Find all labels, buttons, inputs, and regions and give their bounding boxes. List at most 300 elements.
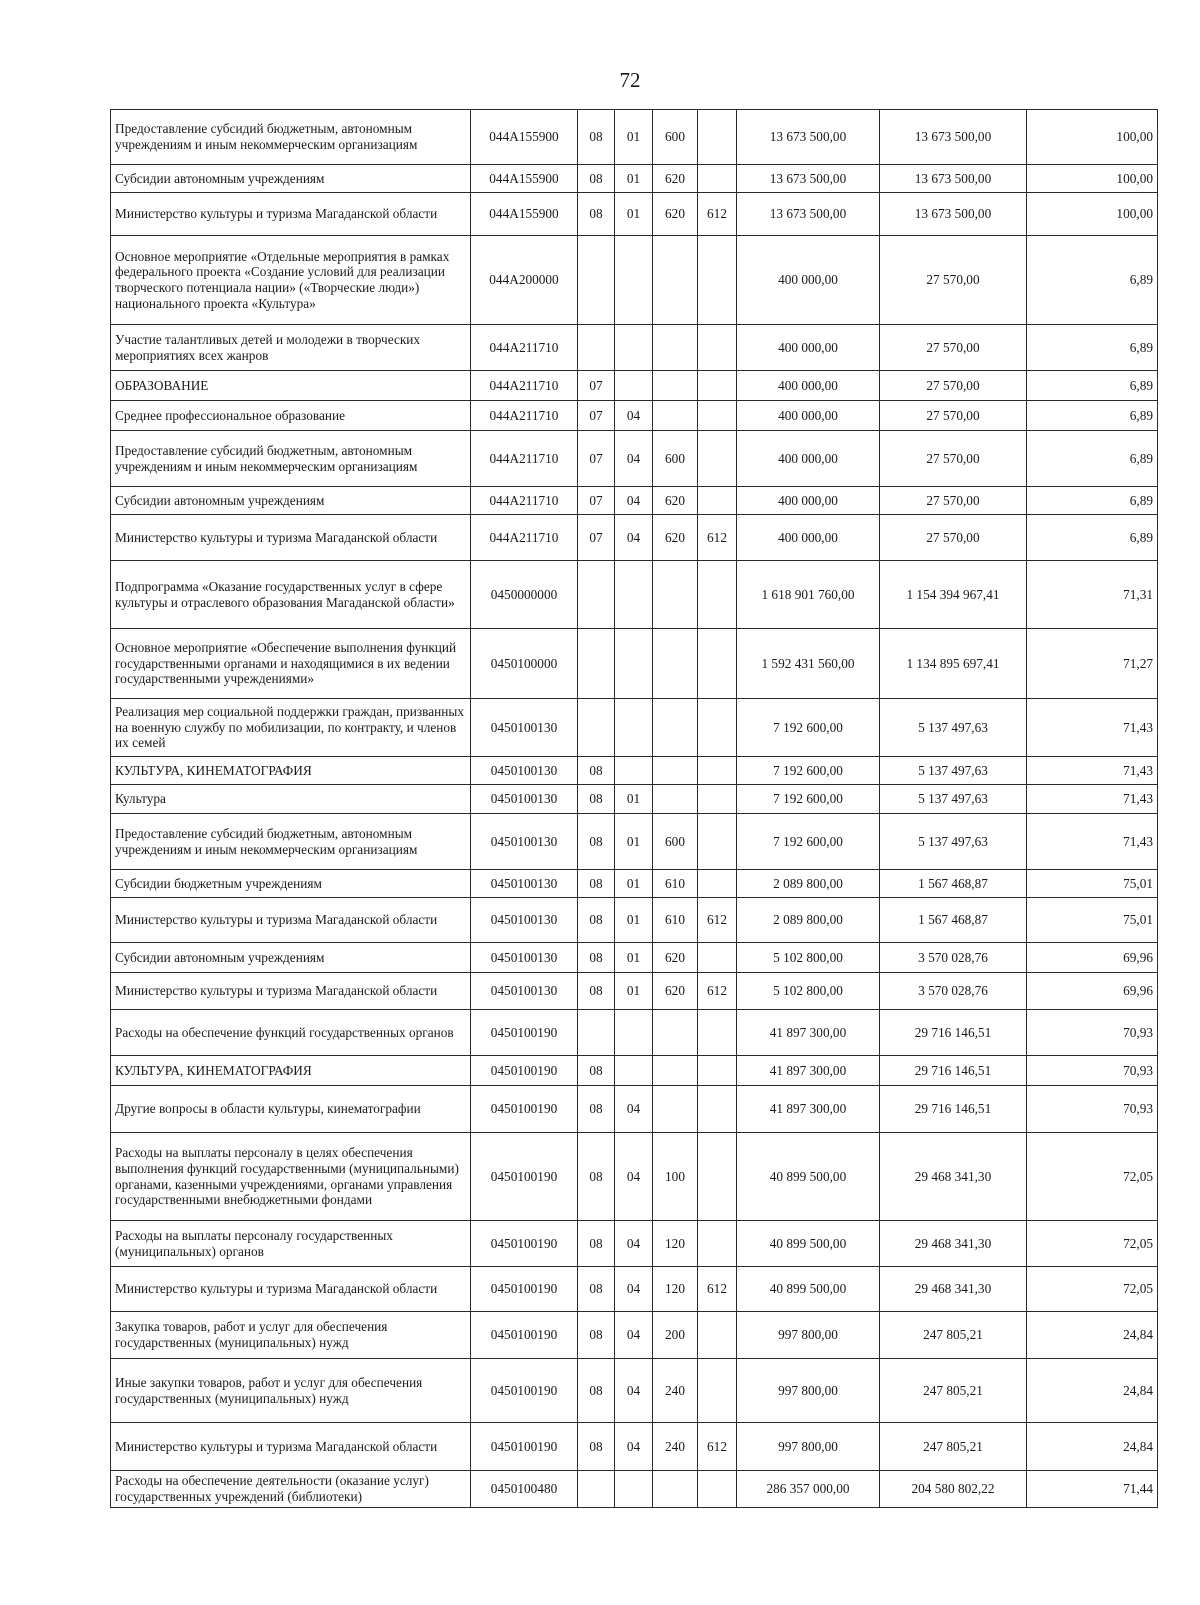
row-name: Культура: [111, 785, 471, 814]
execution-percent: 72,05: [1027, 1133, 1158, 1221]
executed-amount: 3 570 028,76: [880, 973, 1027, 1010]
execution-percent: 71,44: [1027, 1471, 1158, 1508]
grbs-code: [698, 757, 737, 785]
executed-amount: 27 570,00: [880, 371, 1027, 401]
expense-type-code: [653, 325, 698, 371]
expense-type-code: 620: [653, 943, 698, 973]
target-code: 0450100190: [471, 1056, 578, 1086]
row-name: Субсидии автономным учреждениям: [111, 487, 471, 515]
subsection-code: 01: [615, 973, 653, 1010]
planned-amount: 13 673 500,00: [737, 193, 880, 236]
subsection-code: [615, 699, 653, 757]
executed-amount: 247 805,21: [880, 1359, 1027, 1423]
table-row: [111, 870, 1158, 898]
row-name: Расходы на обеспечение функций государственных органов: [111, 1010, 471, 1056]
row-name: Основное мероприятие «Обеспечение выполнения функций государственными органами и находящимися в их ведении государственными учреждениями»: [111, 629, 471, 699]
execution-percent: 6,89: [1027, 515, 1158, 561]
expense-type-code: 120: [653, 1267, 698, 1312]
row-name: Реализация мер социальной поддержки граждан, призванных на военную службу по мобилизации, по контракту, и членов их семей: [111, 699, 471, 757]
expense-type-code: [653, 785, 698, 814]
grbs-code: [698, 1312, 737, 1359]
executed-amount: 27 570,00: [880, 236, 1027, 325]
grbs-code: [698, 785, 737, 814]
expense-type-code: 600: [653, 814, 698, 870]
subsection-code: [615, 1010, 653, 1056]
grbs-code: [698, 487, 737, 515]
section-code: [578, 325, 615, 371]
table-row: [111, 165, 1158, 193]
row-name: ОБРАЗОВАНИЕ: [111, 371, 471, 401]
target-code: 044A155900: [471, 110, 578, 165]
row-name: КУЛЬТУРА, КИНЕМАТОГРАФИЯ: [111, 1056, 471, 1086]
subsection-code: 04: [615, 1267, 653, 1312]
row-name: Субсидии автономным учреждениям: [111, 943, 471, 973]
executed-amount: 13 673 500,00: [880, 193, 1027, 236]
expense-type-code: 600: [653, 431, 698, 487]
table-row: [111, 699, 1158, 757]
section-code: 07: [578, 401, 615, 431]
execution-percent: 6,89: [1027, 371, 1158, 401]
expense-type-code: [653, 1471, 698, 1508]
subsection-code: [615, 1056, 653, 1086]
section-code: [578, 629, 615, 699]
section-code: [578, 236, 615, 325]
expense-type-code: 600: [653, 110, 698, 165]
execution-percent: 24,84: [1027, 1423, 1158, 1471]
table-row: [111, 325, 1158, 371]
executed-amount: 247 805,21: [880, 1312, 1027, 1359]
execution-percent: 24,84: [1027, 1312, 1158, 1359]
planned-amount: 40 899 500,00: [737, 1267, 880, 1312]
subsection-code: 04: [615, 1086, 653, 1133]
execution-percent: 70,93: [1027, 1010, 1158, 1056]
executed-amount: 204 580 802,22: [880, 1471, 1027, 1508]
planned-amount: 2 089 800,00: [737, 898, 880, 943]
grbs-code: [698, 165, 737, 193]
page-number: 72: [619, 68, 641, 92]
planned-amount: 400 000,00: [737, 371, 880, 401]
subsection-code: [615, 629, 653, 699]
row-name: Предоставление субсидий бюджетным, автономным учреждениям и иным некоммерческим организациям: [111, 110, 471, 165]
target-code: 0450100190: [471, 1359, 578, 1423]
planned-amount: 400 000,00: [737, 515, 880, 561]
target-code: 0450100190: [471, 1267, 578, 1312]
execution-percent: 100,00: [1027, 165, 1158, 193]
expense-type-code: 120: [653, 1221, 698, 1267]
target-code: 0450100130: [471, 785, 578, 814]
target-code: 0450100190: [471, 1423, 578, 1471]
planned-amount: 997 800,00: [737, 1312, 880, 1359]
table-row: [111, 1010, 1158, 1056]
table-row: [111, 1471, 1158, 1508]
subsection-code: [615, 757, 653, 785]
planned-amount: 400 000,00: [737, 236, 880, 325]
subsection-code: 01: [615, 814, 653, 870]
planned-amount: 41 897 300,00: [737, 1056, 880, 1086]
planned-amount: 7 192 600,00: [737, 699, 880, 757]
table-row: [111, 1267, 1158, 1312]
target-code: 044A211710: [471, 401, 578, 431]
target-code: 044A211710: [471, 325, 578, 371]
execution-percent: 75,01: [1027, 870, 1158, 898]
row-name: Расходы на обеспечение деятельности (оказание услуг) государственных учреждений (библиотеки): [111, 1471, 471, 1508]
grbs-code: 612: [698, 193, 737, 236]
executed-amount: 27 570,00: [880, 515, 1027, 561]
execution-percent: 6,89: [1027, 431, 1158, 487]
target-code: 0450100130: [471, 870, 578, 898]
table-row: [111, 487, 1158, 515]
grbs-code: [698, 431, 737, 487]
section-code: 08: [578, 1221, 615, 1267]
execution-percent: 72,05: [1027, 1267, 1158, 1312]
executed-amount: 1 567 468,87: [880, 870, 1027, 898]
subsection-code: 01: [615, 110, 653, 165]
expense-type-code: [653, 371, 698, 401]
executed-amount: 29 716 146,51: [880, 1010, 1027, 1056]
section-code: 08: [578, 1086, 615, 1133]
target-code: 044A211710: [471, 371, 578, 401]
planned-amount: 400 000,00: [737, 401, 880, 431]
expense-type-code: 100: [653, 1133, 698, 1221]
table-row: [111, 1133, 1158, 1221]
expense-type-code: [653, 401, 698, 431]
executed-amount: 247 805,21: [880, 1423, 1027, 1471]
row-name: Субсидии автономным учреждениям: [111, 165, 471, 193]
execution-percent: 71,43: [1027, 814, 1158, 870]
section-code: 08: [578, 870, 615, 898]
subsection-code: 01: [615, 898, 653, 943]
section-code: 08: [578, 973, 615, 1010]
table-body: [111, 110, 1158, 1508]
subsection-code: 04: [615, 1133, 653, 1221]
execution-percent: 72,05: [1027, 1221, 1158, 1267]
section-code: 08: [578, 1133, 615, 1221]
planned-amount: 7 192 600,00: [737, 785, 880, 814]
expense-type-code: 240: [653, 1423, 698, 1471]
expense-type-code: 240: [653, 1359, 698, 1423]
executed-amount: 27 570,00: [880, 401, 1027, 431]
executed-amount: 1 134 895 697,41: [880, 629, 1027, 699]
section-code: 08: [578, 1423, 615, 1471]
planned-amount: 1 592 431 560,00: [737, 629, 880, 699]
planned-amount: 286 357 000,00: [737, 1471, 880, 1508]
table-row: [111, 1423, 1158, 1471]
execution-percent: 75,01: [1027, 898, 1158, 943]
row-name: Подпрограмма «Оказание государственных услуг в сфере культуры и отраслевого образования Магаданской области»: [111, 561, 471, 629]
table-row: [111, 814, 1158, 870]
row-name: Другие вопросы в области культуры, кинематографии: [111, 1086, 471, 1133]
row-name: Министерство культуры и туризма Магаданской области: [111, 193, 471, 236]
subsection-code: 04: [615, 401, 653, 431]
subsection-code: 01: [615, 165, 653, 193]
section-code: [578, 561, 615, 629]
target-code: 044A211710: [471, 487, 578, 515]
section-code: 08: [578, 898, 615, 943]
grbs-code: [698, 1086, 737, 1133]
target-code: 0450100130: [471, 814, 578, 870]
section-code: 08: [578, 110, 615, 165]
grbs-code: 612: [698, 898, 737, 943]
planned-amount: 40 899 500,00: [737, 1133, 880, 1221]
table-row: [111, 629, 1158, 699]
executed-amount: 1 154 394 967,41: [880, 561, 1027, 629]
expense-type-code: 620: [653, 973, 698, 1010]
execution-percent: 71,27: [1027, 629, 1158, 699]
section-code: 07: [578, 431, 615, 487]
table-row: [111, 236, 1158, 325]
section-code: [578, 1010, 615, 1056]
subsection-code: 04: [615, 1359, 653, 1423]
row-name: Расходы на выплаты персоналу государственных (муниципальных) органов: [111, 1221, 471, 1267]
subsection-code: 01: [615, 193, 653, 236]
executed-amount: 29 468 341,30: [880, 1267, 1027, 1312]
table-row: [111, 943, 1158, 973]
expense-type-code: 200: [653, 1312, 698, 1359]
execution-percent: 6,89: [1027, 401, 1158, 431]
section-code: 08: [578, 1267, 615, 1312]
target-code: 0450000000: [471, 561, 578, 629]
grbs-code: 612: [698, 1423, 737, 1471]
expense-type-code: [653, 1056, 698, 1086]
section-code: 08: [578, 785, 615, 814]
target-code: 044A200000: [471, 236, 578, 325]
target-code: 0450100130: [471, 699, 578, 757]
planned-amount: 41 897 300,00: [737, 1010, 880, 1056]
target-code: 044A155900: [471, 193, 578, 236]
expense-type-code: 620: [653, 515, 698, 561]
planned-amount: 7 192 600,00: [737, 757, 880, 785]
executed-amount: 13 673 500,00: [880, 110, 1027, 165]
subsection-code: [615, 561, 653, 629]
expense-type-code: [653, 561, 698, 629]
expense-type-code: 610: [653, 870, 698, 898]
executed-amount: 5 137 497,63: [880, 699, 1027, 757]
target-code: 0450100190: [471, 1133, 578, 1221]
expense-type-code: [653, 236, 698, 325]
row-name: Министерство культуры и туризма Магаданской области: [111, 1423, 471, 1471]
table-row: [111, 431, 1158, 487]
expense-type-code: [653, 629, 698, 699]
grbs-code: 612: [698, 1267, 737, 1312]
row-name: Основное мероприятие «Отдельные мероприятия в рамках федерального проекта «Создание условий для реализации творческого потенциала нации» («Творческие люди») национального проекта «Культура»: [111, 236, 471, 325]
target-code: 0450100130: [471, 898, 578, 943]
grbs-code: [698, 110, 737, 165]
grbs-code: [698, 325, 737, 371]
executed-amount: 29 468 341,30: [880, 1221, 1027, 1267]
table-row: [111, 110, 1158, 165]
planned-amount: 400 000,00: [737, 431, 880, 487]
subsection-code: 01: [615, 943, 653, 973]
planned-amount: 7 192 600,00: [737, 814, 880, 870]
planned-amount: 5 102 800,00: [737, 943, 880, 973]
expense-type-code: [653, 1086, 698, 1133]
expense-type-code: 620: [653, 193, 698, 236]
target-code: 0450100190: [471, 1010, 578, 1056]
table-row: [111, 515, 1158, 561]
target-code: 0450100130: [471, 973, 578, 1010]
grbs-code: [698, 1221, 737, 1267]
grbs-code: [698, 1056, 737, 1086]
grbs-code: [698, 371, 737, 401]
subsection-code: 04: [615, 1423, 653, 1471]
planned-amount: 400 000,00: [737, 487, 880, 515]
planned-amount: 13 673 500,00: [737, 110, 880, 165]
grbs-code: [698, 236, 737, 325]
grbs-code: 612: [698, 515, 737, 561]
execution-percent: 70,93: [1027, 1056, 1158, 1086]
grbs-code: [698, 1359, 737, 1423]
executed-amount: 3 570 028,76: [880, 943, 1027, 973]
table-row: [111, 1359, 1158, 1423]
row-name: Предоставление субсидий бюджетным, автономным учреждениям и иным некоммерческим организациям: [111, 431, 471, 487]
subsection-code: [615, 371, 653, 401]
subsection-code: [615, 1471, 653, 1508]
execution-percent: 71,31: [1027, 561, 1158, 629]
section-code: 08: [578, 165, 615, 193]
subsection-code: [615, 236, 653, 325]
target-code: 044A155900: [471, 165, 578, 193]
target-code: 0450100480: [471, 1471, 578, 1508]
grbs-code: [698, 1471, 737, 1508]
execution-percent: 69,96: [1027, 973, 1158, 1010]
execution-percent: 6,89: [1027, 325, 1158, 371]
target-code: 0450100130: [471, 943, 578, 973]
planned-amount: 13 673 500,00: [737, 165, 880, 193]
expense-type-code: 620: [653, 487, 698, 515]
executed-amount: 29 716 146,51: [880, 1086, 1027, 1133]
executed-amount: 27 570,00: [880, 487, 1027, 515]
section-code: [578, 1471, 615, 1508]
executed-amount: 27 570,00: [880, 325, 1027, 371]
executed-amount: 5 137 497,63: [880, 814, 1027, 870]
target-code: 044A211710: [471, 515, 578, 561]
section-code: 07: [578, 487, 615, 515]
section-code: [578, 699, 615, 757]
execution-percent: 70,93: [1027, 1086, 1158, 1133]
table-row: [111, 1221, 1158, 1267]
executed-amount: 5 137 497,63: [880, 757, 1027, 785]
target-code: 0450100130: [471, 757, 578, 785]
planned-amount: 2 089 800,00: [737, 870, 880, 898]
table-row: [111, 898, 1158, 943]
table-row: [111, 371, 1158, 401]
expense-type-code: 610: [653, 898, 698, 943]
execution-percent: 71,43: [1027, 785, 1158, 814]
expense-type-code: [653, 699, 698, 757]
target-code: 044A211710: [471, 431, 578, 487]
row-name: Министерство культуры и туризма Магаданской области: [111, 1267, 471, 1312]
row-name: Министерство культуры и туризма Магаданской области: [111, 973, 471, 1010]
row-name: Министерство культуры и туризма Магаданской области: [111, 898, 471, 943]
target-code: 0450100190: [471, 1221, 578, 1267]
subsection-code: 01: [615, 870, 653, 898]
row-name: Иные закупки товаров, работ и услуг для обеспечения государственных (муниципальных) нужд: [111, 1359, 471, 1423]
execution-percent: 100,00: [1027, 110, 1158, 165]
row-name: Предоставление субсидий бюджетным, автономным учреждениям и иным некоммерческим организациям: [111, 814, 471, 870]
planned-amount: 5 102 800,00: [737, 973, 880, 1010]
section-code: 08: [578, 1312, 615, 1359]
executed-amount: 27 570,00: [880, 431, 1027, 487]
execution-percent: 6,89: [1027, 487, 1158, 515]
expense-type-code: 620: [653, 165, 698, 193]
execution-percent: 69,96: [1027, 943, 1158, 973]
grbs-code: [698, 870, 737, 898]
target-code: 0450100190: [471, 1086, 578, 1133]
executed-amount: 1 567 468,87: [880, 898, 1027, 943]
table-row: [111, 401, 1158, 431]
subsection-code: 04: [615, 515, 653, 561]
execution-percent: 71,43: [1027, 699, 1158, 757]
grbs-code: [698, 943, 737, 973]
table-row: [111, 561, 1158, 629]
executed-amount: 13 673 500,00: [880, 165, 1027, 193]
planned-amount: 40 899 500,00: [737, 1221, 880, 1267]
row-name: Министерство культуры и туризма Магаданской области: [111, 515, 471, 561]
subsection-code: 04: [615, 431, 653, 487]
planned-amount: 997 800,00: [737, 1423, 880, 1471]
row-name: Участие талантливых детей и молодежи в творческих мероприятиях всех жанров: [111, 325, 471, 371]
section-code: 08: [578, 943, 615, 973]
target-code: 0450100190: [471, 1312, 578, 1359]
section-code: 08: [578, 757, 615, 785]
subsection-code: 01: [615, 785, 653, 814]
grbs-code: [698, 401, 737, 431]
subsection-code: 04: [615, 487, 653, 515]
execution-percent: 100,00: [1027, 193, 1158, 236]
executed-amount: 29 716 146,51: [880, 1056, 1027, 1086]
execution-percent: 24,84: [1027, 1359, 1158, 1423]
planned-amount: 41 897 300,00: [737, 1086, 880, 1133]
subsection-code: [615, 325, 653, 371]
grbs-code: 612: [698, 973, 737, 1010]
target-code: 0450100000: [471, 629, 578, 699]
executed-amount: 29 468 341,30: [880, 1133, 1027, 1221]
section-code: 07: [578, 515, 615, 561]
expense-type-code: [653, 1010, 698, 1056]
section-code: 08: [578, 1359, 615, 1423]
planned-amount: 400 000,00: [737, 325, 880, 371]
table-row: [111, 1056, 1158, 1086]
table-row: [111, 193, 1158, 236]
planned-amount: 997 800,00: [737, 1359, 880, 1423]
grbs-code: [698, 1133, 737, 1221]
row-name: КУЛЬТУРА, КИНЕМАТОГРАФИЯ: [111, 757, 471, 785]
grbs-code: [698, 699, 737, 757]
row-name: Закупка товаров, работ и услуг для обеспечения государственных (муниципальных) нужд: [111, 1312, 471, 1359]
execution-percent: 71,43: [1027, 757, 1158, 785]
row-name: Среднее профессиональное образование: [111, 401, 471, 431]
subsection-code: 04: [615, 1312, 653, 1359]
executed-amount: 5 137 497,63: [880, 785, 1027, 814]
grbs-code: [698, 1010, 737, 1056]
planned-amount: 1 618 901 760,00: [737, 561, 880, 629]
table-row: [111, 757, 1158, 785]
section-code: 08: [578, 193, 615, 236]
expense-type-code: [653, 757, 698, 785]
table-row: [111, 785, 1158, 814]
row-name: Субсидии бюджетным учреждениям: [111, 870, 471, 898]
grbs-code: [698, 629, 737, 699]
section-code: 08: [578, 814, 615, 870]
grbs-code: [698, 814, 737, 870]
section-code: 08: [578, 1056, 615, 1086]
table-row: [111, 1312, 1158, 1359]
grbs-code: [698, 561, 737, 629]
table-row: [111, 973, 1158, 1010]
table-row: [111, 1086, 1158, 1133]
row-name: Расходы на выплаты персоналу в целях обеспечения выполнения функций государственными (муниципальными) органами, казенными учреждениями, органами управления государственными внебюджетными фондами: [111, 1133, 471, 1221]
subsection-code: 04: [615, 1221, 653, 1267]
